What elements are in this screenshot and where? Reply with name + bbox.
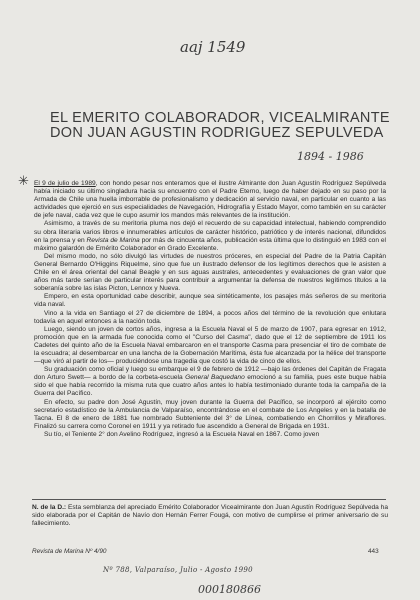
handwritten-catalog-mark: aaj 1549 — [180, 38, 246, 56]
paragraph-text: emocionó a su familia, pues este buque había sido el que había recorrido la misma ruta que cuatro años antes lo había testimoniado durante toda la campaña de la Guerra del Pacífico. — [34, 374, 386, 398]
editor-note — [32, 504, 388, 529]
handwritten-star-icon: ✳ — [18, 173, 29, 188]
paragraph-5: Vino a la vida en Santiago el 27 de diciembre de 1894, a pocos años del término de la revolución que enlutara todavía en aquel entonces a la nación toda. — [34, 309, 386, 325]
paragraph-text: Su graduación como oficial y luego su embarque el 9 de febrero de 1912 —bajo las órdenes del Capitán de Fragata don Arturo Swett— a bordo de la corbeta-escuela — [34, 366, 386, 382]
note-divider — [32, 499, 386, 500]
journal-footer: Revista de Marina Nº 4/90 — [32, 548, 107, 555]
handwritten-archive-code: 000180866 — [198, 583, 261, 596]
paragraph-text: , con hondo pesar nos enteramos que el ilustre Almirante don Juan Agustín Rodríguez Sepúlveda había iniciado su último singladura hacia su encuentro con el Padre Eterno, luego de haber dejado en su paso por la Armada de Chile una huella imborrable de profesionalismo y dedicación al servicio naval, en particular en cuanto a las actividades que ejerció en sus especialidades de Navegación, Hidrografía y Estado Mayor, como también en su carácter de jefe naval, cada vez que le cupo asumir los mandos más relevantes de la institución. — [34, 180, 386, 220]
highlighted-date: El 9 de julio de 1989 — [34, 180, 96, 187]
paragraph-3: Del mismo modo, no sólo divulgó las virtudes de nuestros próceres, en especial del Padre de la Patria Capitán General Bernardo O'Higgins Riquelme, sino que fue un ilustrado defensor de los legítimos derechos que le asisten a Chile en el área oriental del canal Beagle y en sus aguas australes, antecedentes y evaluaciones de gran valor que años más tarde serían de particular interés para contribuir a argumentar la defensa de nuestros legítimos títulos a la soberanía sobre las islas Picton, Lennox y Nueva. — [34, 252, 386, 293]
article-body — [34, 180, 386, 439]
paragraph-2 — [34, 220, 386, 252]
page-number: 443 — [368, 548, 379, 555]
handwritten-issue-note: Nº 788, Valparaíso, Julio - Agosto 1990 — [103, 566, 253, 574]
handwritten-years-annotation: 1894 - 1986 — [297, 150, 364, 163]
editor-note-label: N. de la D.: — [32, 504, 67, 511]
paragraph-6: Luego, siendo un joven de cortos años, ingresa a la Escuela Naval el 5 de marzo de 1907, para egresar en 1912, promoción que en la armada fue conocida como el "Curso del Casma", dado que el 12 de septiembre de 1911 los Cadetes del quinto año de la Escuela Naval embarcaron en el transporte Casma para presenciar el tiro de combate de la escuadra; al desembarcar en una lancha de la Gobernación Marítima, ésta fue alcanzada por la hélice del transporte —que viró al partir de los— produciéndose una tragedia que costó la vida de cinco de ellos. — [34, 325, 386, 366]
article-title-line-1: EL EMERITO COLABORADOR, VICEALMIRANTE — [50, 110, 390, 126]
editor-note-text: Esta semblanza del apreciado Emérito Colaborador Vicealmirante don Juan Agustín Rodríguez Sepúlveda ha sido elaborada por el Capitán de Navío don Hernán Ferrer Fougá, con motivo de cumplirse el primer aniversario de su fallecimiento. — [32, 504, 389, 528]
paragraph-7 — [34, 366, 386, 398]
article-title-line-2: DON JUAN AGUSTIN RODRIGUEZ SEPULVEDA — [50, 125, 384, 141]
journal-name-italic: Revista de Marina — [86, 236, 140, 244]
paragraph-1 — [34, 180, 386, 220]
paragraph-text: por más de cincuenta años, publicación esta última que lo distinguió en 1983 con el máximo galardón de Emérito Colaborador en Grado Excelente. — [34, 236, 386, 252]
paragraph-4: Empero, en esta oportunidad cabe describir, aunque sea sintéticamente, los pasajes más señeros de su meritoria vida naval. — [34, 293, 386, 309]
paragraph-9: Su tío, el Teniente 2° don Avelino Rodríguez, ingresó a la Escuela Naval en 1867. Como joven — [44, 430, 320, 438]
paragraph-8: En efecto, su padre don José Agustín, muy joven durante la Guerra del Pacífico, se incorporó al ejército como secretario estadístico de la Ambulancia de Valparaíso, encontrándose en el combate de Los Angeles y en la batalla de Tacna. El 8 de enero de 1881 fue nombrado Subteniente del 3° de Línea, combatiendo en Chorrillos y Miraflores. Finalizó su carrera como Coronel en 1911 y ya retirado fue ascendido a General de Brigada en 1931. — [34, 398, 386, 430]
ship-name-italic: General Baquedano — [185, 374, 245, 382]
paragraph-text: Asimismo, a través de su meritoria pluma nos dejó el recuerdo de su capacidad intelectual, habiendo comprendido su obra literaria varios libros e innumerables artículos de carácter histórico, patriótico y de interés nacional, difundidos en la prensa y en — [34, 220, 386, 244]
